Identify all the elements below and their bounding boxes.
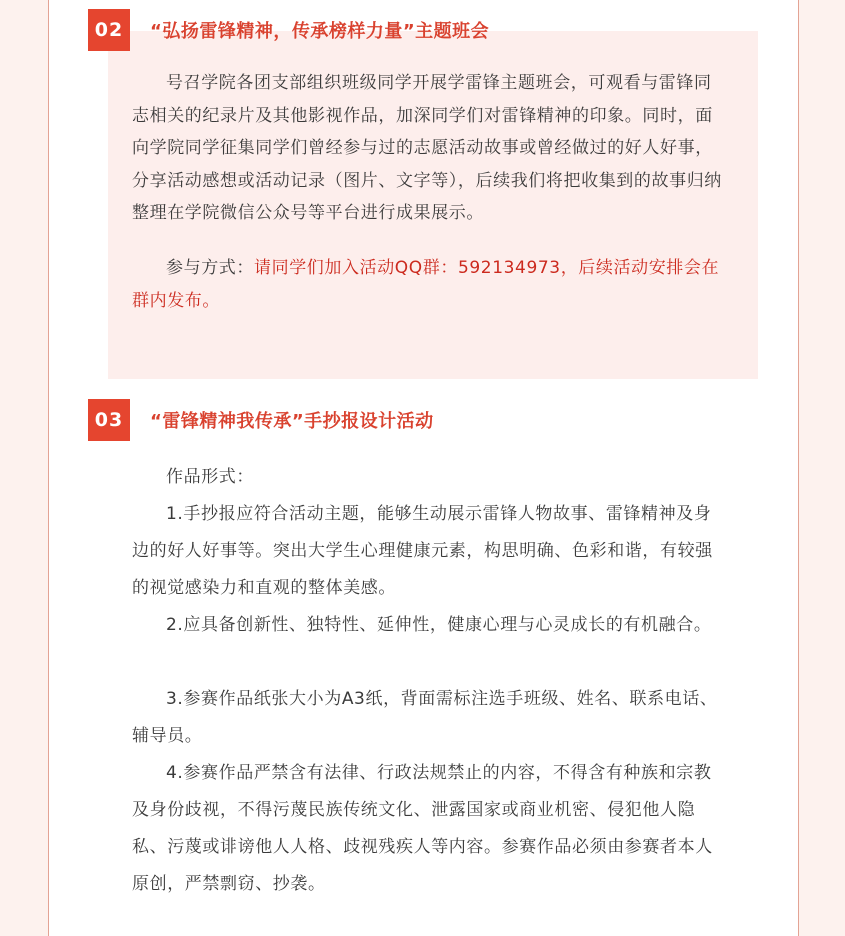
section-03-item-4: 4.参赛作品严禁含有法律、行政法规禁止的内容，不得含有种族和宗教及身份歧视，不得污蔑民族传统文化、泄露国家或商业机密、侵犯他人隐私、污蔑或诽谤他人人格、歧视残疾人等内容。参赛作品必须由参赛者本人原创，严禁剽窃、抄袭。 [132, 763, 713, 894]
section-03-intro: 作品形式： [166, 467, 254, 487]
section-02-participation [132, 252, 722, 317]
section-03-item-3: 3.参赛作品纸张大小为A3纸，背面需标注选手班级、姓名、联系电话、辅导员。 [132, 689, 718, 746]
section-02-title: “弘扬雷锋精神，传承榜样力量”主题班会 [150, 21, 490, 42]
participation-text: 请同学们加入活动QQ群：592134973，后续活动安排会在群内发布。 [132, 258, 720, 311]
section-02-number-badge: 02 [88, 9, 130, 51]
section-03-number-badge: 03 [88, 399, 130, 441]
section-03-item-1: 1.手抄报应符合活动主题，能够生动展示雷锋人物故事、雷锋精神及身边的好人好事等。突出大学生心理健康元素，构思明确、色彩和谐，有较强的视觉感染力和直观的整体美感。 [132, 504, 713, 598]
section-02-body: 号召学院各团支部组织班级同学开展学雷锋主题班会，可观看与雷锋同志相关的纪录片及其他影视作品，加深同学们对雷锋精神的印象。同时，面向学院同学征集同学们曾经参与过的志愿活动故事或曾经做过的好人好事，分享活动感想或活动记录（图片、文字等），后续我们将把收集到的故事归纳整理在学院微信公众号等平台进行成果展示。 [132, 73, 722, 223]
section-03-header [88, 399, 434, 441]
participation-label: 参与方式： [166, 258, 254, 278]
section-03-item-2: 2.应具备创新性、独特性、延伸性，健康心理与心灵成长的有机融合。 [166, 615, 712, 635]
section-02-header [88, 9, 489, 51]
section-03-title: “雷锋精神我传承”手抄报设计活动 [150, 411, 434, 432]
